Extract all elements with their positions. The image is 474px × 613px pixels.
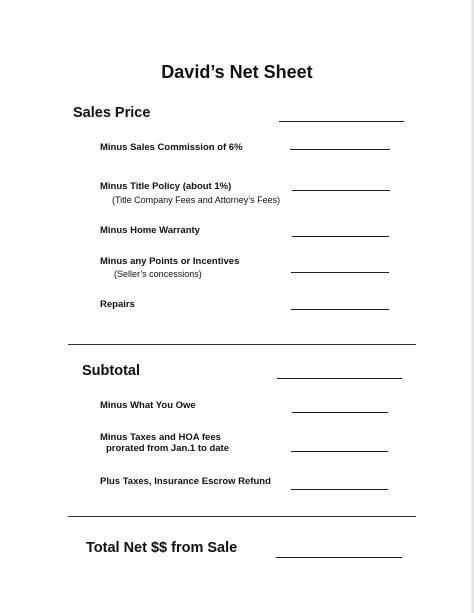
home-warranty-blank[interactable] <box>292 236 389 237</box>
commission-blank[interactable] <box>290 149 390 150</box>
title-policy-note: (Title Company Fees and Attorney’s Fees) <box>112 195 281 205</box>
points-incentives-blank[interactable] <box>291 272 389 273</box>
title-policy-label: Minus Title Policy (about 1%) <box>100 181 232 192</box>
points-incentives-note: (Seller’s concessions) <box>114 269 202 279</box>
what-you-owe-blank[interactable] <box>292 412 388 413</box>
taxes-hoa-note: prorated from Jan.1 to date <box>106 443 229 454</box>
taxes-hoa-blank[interactable] <box>291 451 388 452</box>
escrow-refund-label: Plus Taxes, Insurance Escrow Refund <box>100 476 271 487</box>
subtotal-blank[interactable] <box>277 378 402 379</box>
sales-price-label: Sales Price <box>73 105 151 121</box>
what-you-owe-label: Minus What You Owe <box>100 400 196 411</box>
title-policy-blank[interactable] <box>292 190 390 191</box>
section-divider <box>68 516 416 517</box>
sales-price-blank[interactable] <box>279 121 404 122</box>
commission-label: Minus Sales Commission of 6% <box>100 142 243 153</box>
section-divider <box>68 344 416 345</box>
repairs-blank[interactable] <box>291 309 389 310</box>
subtotal-label: Subtotal <box>82 363 140 379</box>
repairs-label: Repairs <box>100 299 135 310</box>
escrow-refund-blank[interactable] <box>291 489 388 490</box>
page-title: David’s Net Sheet <box>161 62 313 82</box>
home-warranty-label: Minus Home Warranty <box>100 225 200 236</box>
taxes-hoa-label: Minus Taxes and HOA fees <box>100 432 221 443</box>
total-net-blank[interactable] <box>276 557 402 558</box>
total-net-label: Total Net $$ from Sale <box>86 540 238 556</box>
points-incentives-label: Minus any Points or Incentives <box>100 256 240 267</box>
